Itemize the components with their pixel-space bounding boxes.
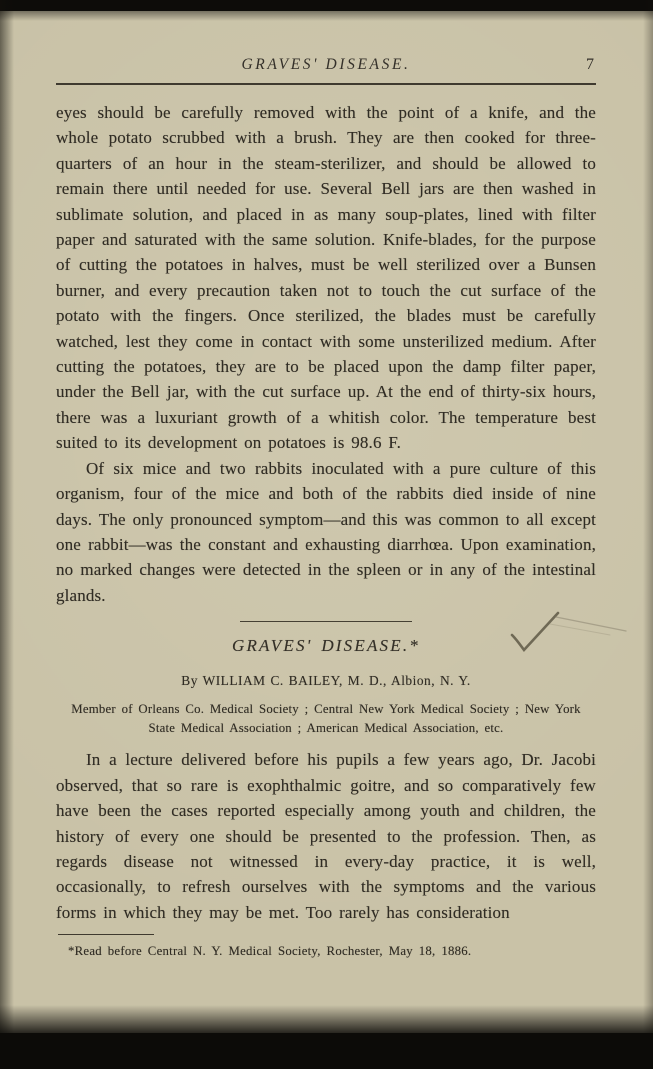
article-affiliation: Member of Orleans Co. Medical Society ; Central New York Medical Society ; New York State Medical Association ; American Medical Association, etc.	[71, 701, 581, 736]
article-paragraph-1: In a lecture delivered before his pupils a few years ago, Dr. Jacobi observed, that so rare is exophthalmic goitre, and so comparatively few have been the cases reported especially among youth and children, the history of every one should be presented to the profession. Then, as regards disease not witnessed in every-day practice, it is well, occasionally, to refresh ourselves with the symptoms and the various forms in which they may be met. Too rarely has consideration	[56, 750, 596, 922]
section-divider-rule	[240, 621, 412, 622]
body-paragraph-1: eyes should be carefully removed with the point of a knife, and the whole potato scrubbed with a brush. They are then cooked for three-quarters of an hour in the steam-sterilizer, and should be allowed to remain there until needed for use. Several Bell jars are then washed in sublimate solution, and placed in as many soup-plates, lined with filter paper and saturated with the same solution. Knife-blades, for the purpose of cutting the potatoes in halves, must be well sterilized over a Bunsen burner, and every precaution taken not to touch the cut surface of the potato with the fingers. Once sterilized, the blades must be carefully watched, lest they come in contact with some unsterilized medium. After cutting the potatoes, they are to be placed upon the damp filter paper, under the Bell jar, with the cut surface up. At the end of thirty-six hours, there was a luxuriant growth of a whitish color. The temperature best suited to its development on potatoes is 98.6 F.	[56, 103, 596, 453]
body-text	[56, 100, 596, 965]
scan-edge-left	[0, 0, 14, 1069]
running-title: GRAVES' DISEASE.	[241, 56, 411, 73]
article-header	[56, 633, 596, 658]
article-byline: By WILLIAM C. BAILEY, M. D., Albion, N. Y.	[181, 672, 471, 688]
body-paragraph-2: Of six mice and two rabbits inoculated with a pure culture of this organism, four of the mice and both of the rabbits died inside of nine days. The only pronounced symptom—and this was common to all except one rabbit—was the constant and exhausting diarrhœa. Upon examination, no marked changes were detected in the spleen or in any of the intestinal glands.	[56, 458, 596, 605]
scan-edge-bottom-fade	[0, 1005, 653, 1033]
scan-edge-top-fade	[0, 11, 653, 21]
header-rule	[56, 83, 596, 85]
running-head	[56, 56, 596, 74]
footnote-text: *Read before Central N. Y. Medical Society, Rochester, May 18, 1886.	[68, 944, 472, 959]
scan-edge-bottom	[0, 1033, 653, 1069]
scan-edge-right	[643, 0, 653, 1069]
scan-edge-top	[0, 0, 653, 11]
article-title: GRAVES' DISEASE.*	[232, 636, 420, 656]
page-number: 7	[586, 56, 594, 73]
handwritten-checkmark-icon	[506, 607, 630, 661]
footnote-rule	[58, 934, 154, 935]
page-content	[56, 56, 596, 965]
